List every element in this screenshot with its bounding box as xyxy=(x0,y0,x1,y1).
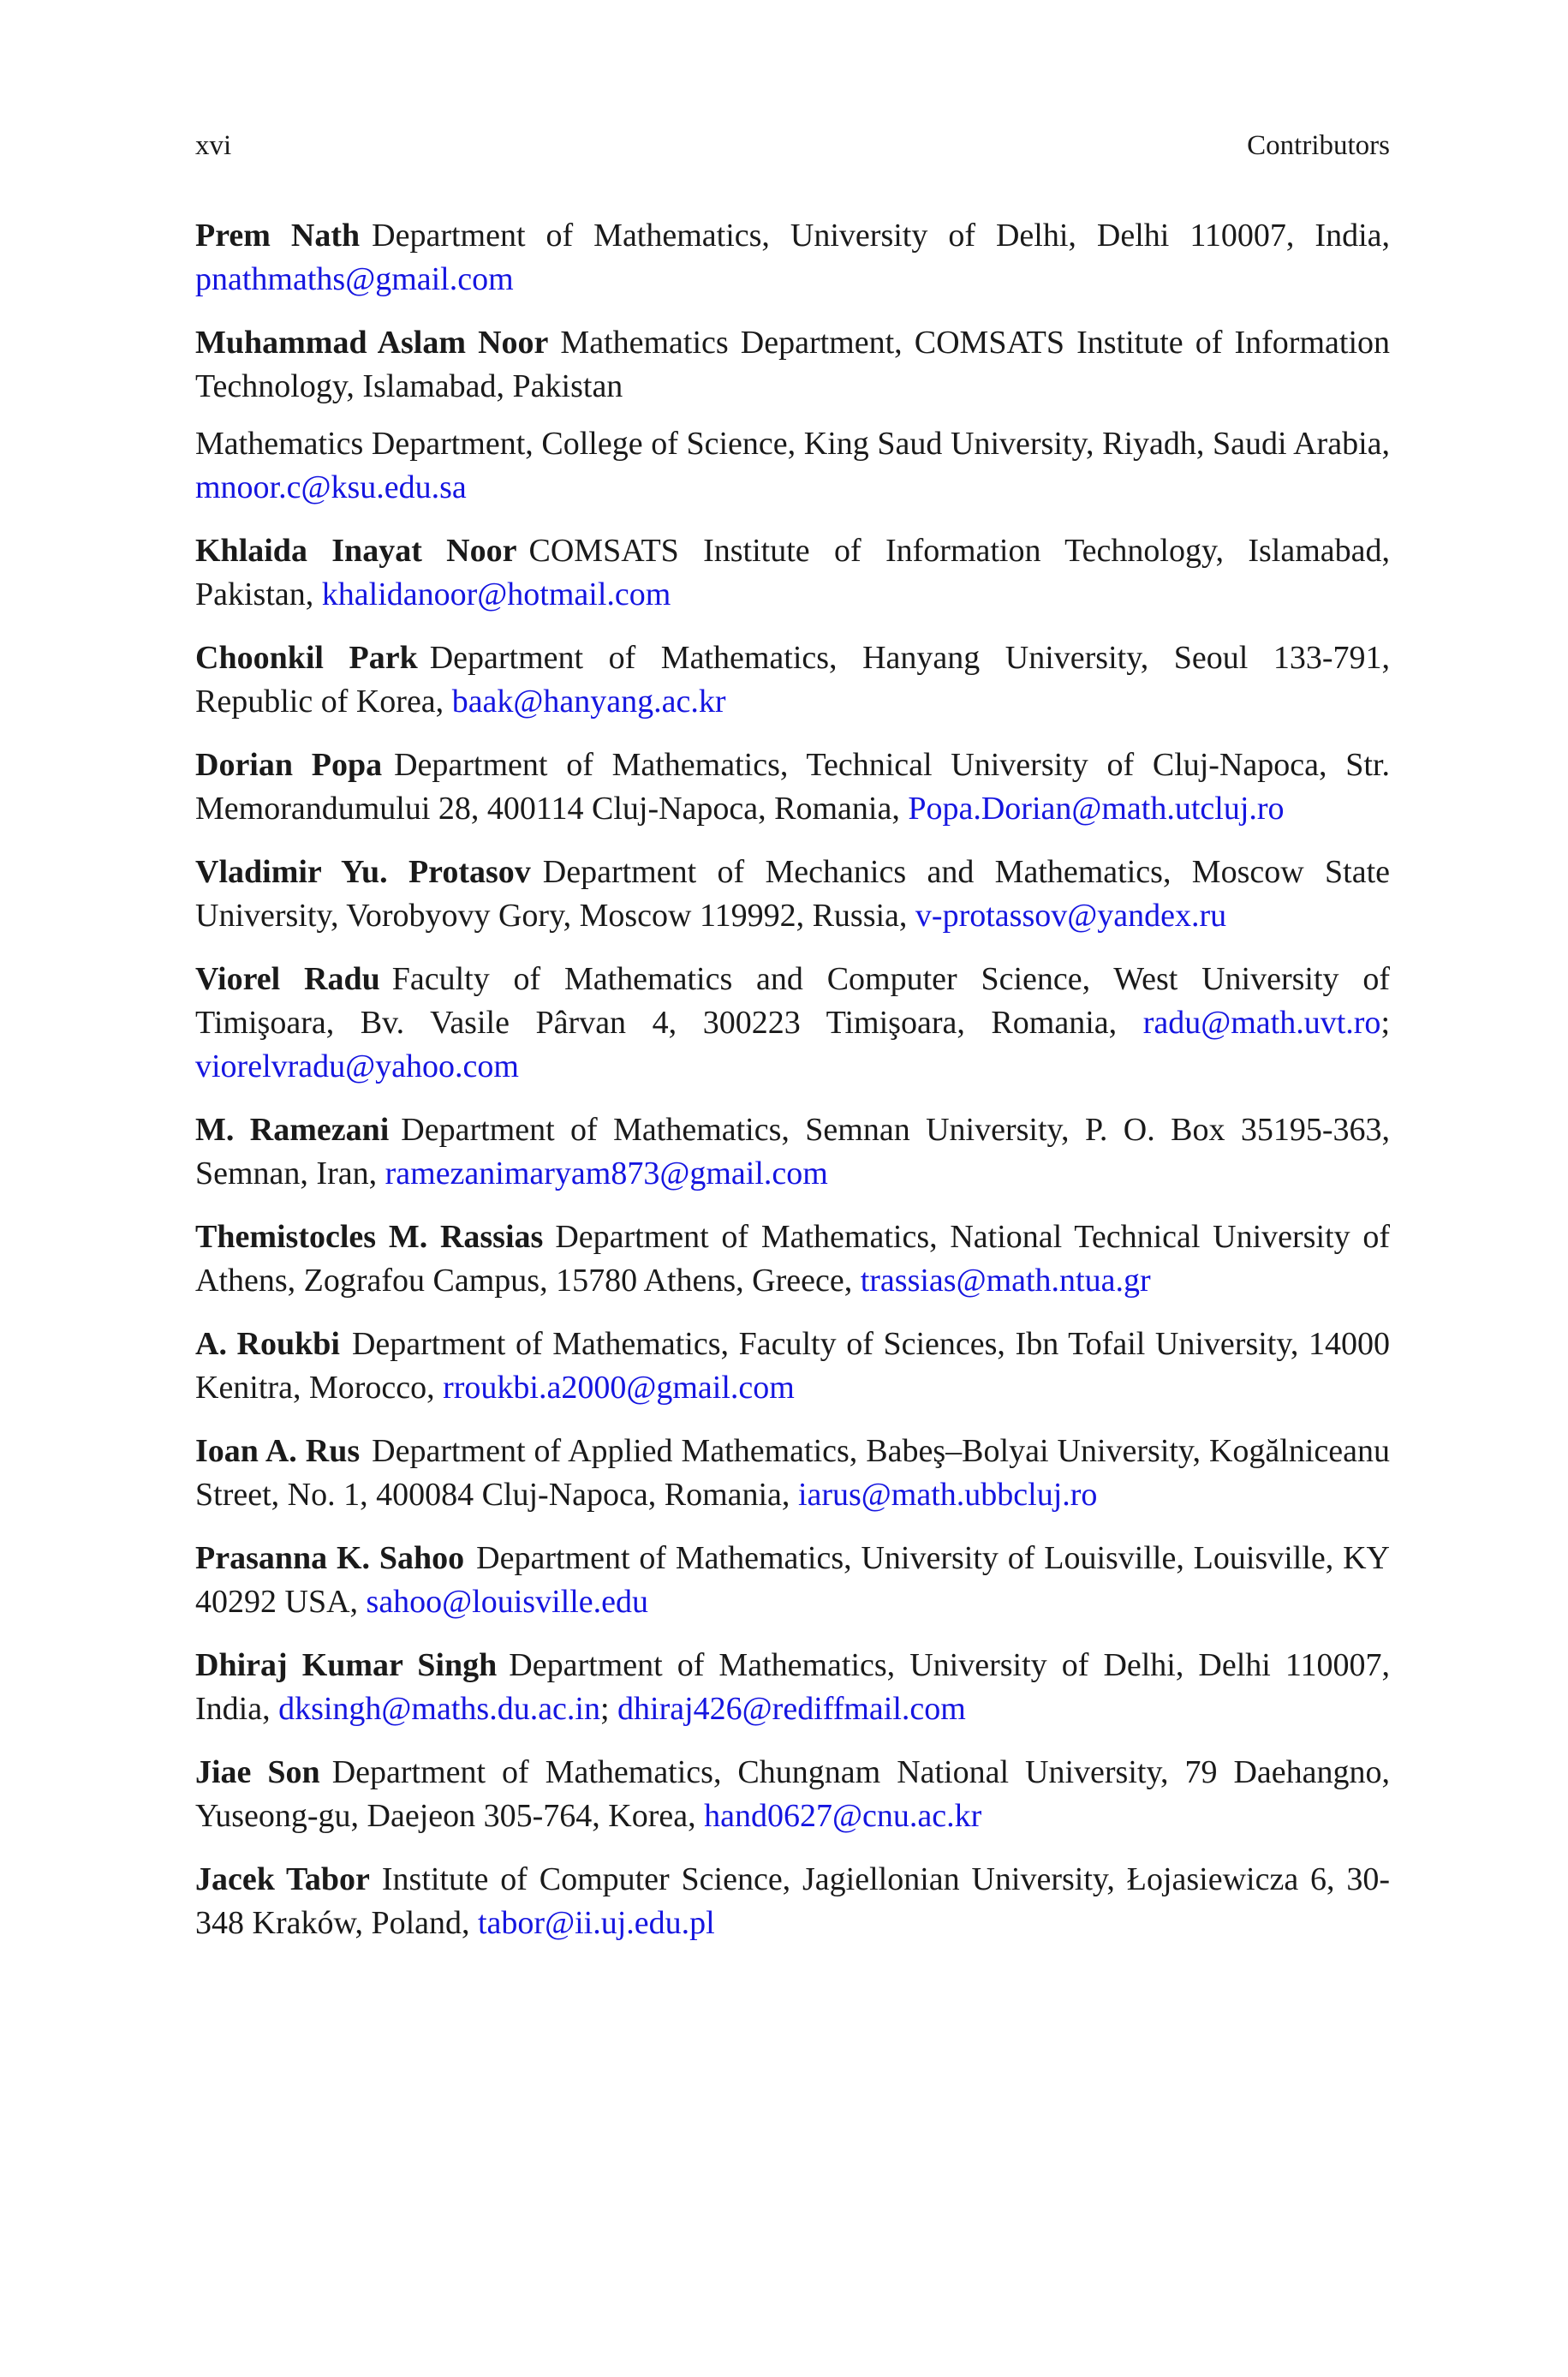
affiliation-text: Faculty of Mathematics and Computer Science, West University of Timişoara, Bv. Vasile Pârvan 4, 300223 Timişoara, Romania, xyxy=(195,961,1391,1041)
affiliation-text: Department of Mathematics, National Technical University of Athens, Zografou Campus, 15780 Athens, Greece, xyxy=(195,1219,1390,1299)
running-head xyxy=(195,127,1390,164)
email-link[interactable]: dhiraj426@rediffmail.com xyxy=(617,1691,966,1727)
affiliation-text: Department of Mathematics, University of Delhi, Delhi 110007, India, xyxy=(372,218,1390,254)
affiliation-paragraph xyxy=(195,321,1390,409)
contributor-name: M. Ramezani xyxy=(195,1112,390,1148)
contributor-entry xyxy=(195,1108,1390,1196)
contributor-name: A. Roukbi xyxy=(195,1326,340,1362)
affiliation-text: Mathematics Department, COMSATS Institute of Information Technology, Islamabad, Pakistan xyxy=(195,325,1391,404)
affiliation-paragraph xyxy=(195,958,1390,1089)
contributor-name: Khlaida Inayat Noor xyxy=(195,533,517,569)
email-link[interactable]: v-protassov@yandex.ru xyxy=(915,898,1227,934)
section-title: Contributors xyxy=(1247,130,1390,161)
affiliation-paragraph xyxy=(195,1430,1390,1517)
page-number: xvi xyxy=(195,130,232,161)
contributor-name: Jiae Son xyxy=(195,1754,320,1790)
affiliation-paragraph xyxy=(195,1108,1390,1196)
contributor-list xyxy=(195,214,1390,1965)
email-separator: ; xyxy=(1380,1005,1390,1041)
email-link[interactable]: radu@math.uvt.ro xyxy=(1142,1005,1381,1041)
affiliation-text: Department of Mathematics, Chungnam National University, 79 Daehangno, Yuseong-gu, Daejeon 305-764, Korea, xyxy=(195,1754,1390,1834)
contributor-name: Jacek Tabor xyxy=(195,1861,370,1897)
contributor-name: Prem Nath xyxy=(195,218,361,254)
contributor-name: Prasanna K. Sahoo xyxy=(195,1540,465,1576)
email-link[interactable]: mnoor.c@ksu.edu.sa xyxy=(195,469,467,505)
contributor-name: Ioan A. Rus xyxy=(195,1433,361,1469)
contributor-entry xyxy=(195,1858,1390,1945)
affiliation-text: Department of Mathematics, Semnan University, P. O. Box 35195-363, Semnan, Iran, xyxy=(195,1112,1391,1191)
contributor-entry xyxy=(195,529,1390,617)
contributor-entry xyxy=(195,851,1390,938)
affiliation-text: Department of Mathematics, Hanyang University, Seoul 133-791, Republic of Korea, xyxy=(195,640,1391,720)
affiliation-text: Department of Applied Mathematics, Babeş–Bolyai University, Kogălniceanu Street, No. 1, 400084 Cluj-Napoca, Romania, xyxy=(195,1433,1390,1513)
affiliation-paragraph xyxy=(195,214,1390,302)
affiliation-paragraph xyxy=(195,1751,1390,1838)
contributor-entry xyxy=(195,636,1390,724)
affiliation-paragraph xyxy=(195,1323,1390,1410)
affiliation-text: Department of Mechanics and Mathematics, Moscow State University, Vorobyovy Gory, Moscow 119992, Russia, xyxy=(195,854,1390,934)
email-link[interactable]: ramezanimaryam873@gmail.com xyxy=(385,1156,828,1191)
email-link[interactable]: pnathmaths@gmail.com xyxy=(195,261,514,297)
affiliation-paragraph xyxy=(195,422,1390,510)
contributor-name: Themistocles M. Rassias xyxy=(195,1219,544,1255)
contributor-name: Vladimir Yu. Protasov xyxy=(195,854,531,890)
email-separator: ; xyxy=(599,1691,618,1727)
contributor-entry xyxy=(195,958,1390,1089)
email-link[interactable]: sahoo@louisville.edu xyxy=(366,1584,648,1620)
affiliation-text: Department of Mathematics, Faculty of Sciences, Ibn Tofail University, 14000 Kenitra, Morocco, xyxy=(195,1326,1391,1406)
email-link[interactable]: iarus@math.ubbcluj.ro xyxy=(797,1477,1098,1513)
affiliation-paragraph xyxy=(195,636,1390,724)
contributor-entry xyxy=(195,214,1390,302)
email-link[interactable]: baak@hanyang.ac.kr xyxy=(451,684,726,720)
affiliation-paragraph xyxy=(195,529,1390,617)
affiliation-paragraph xyxy=(195,744,1390,831)
contributor-entry xyxy=(195,321,1390,510)
contributor-name: Dorian Popa xyxy=(195,747,383,783)
affiliation-text: Mathematics Department, College of Science, King Saud University, Riyadh, Saudi Arabia, xyxy=(195,426,1390,462)
email-link[interactable]: rroukbi.a2000@gmail.com xyxy=(443,1370,795,1406)
affiliation-paragraph xyxy=(195,851,1390,938)
email-link[interactable]: Popa.Dorian@math.utcluj.ro xyxy=(908,791,1285,827)
affiliation-paragraph xyxy=(195,1537,1390,1624)
contributor-entry xyxy=(195,1751,1390,1838)
contributor-entry xyxy=(195,744,1390,831)
contributor-entry xyxy=(195,1323,1390,1410)
email-link[interactable]: tabor@ii.uj.edu.pl xyxy=(478,1905,715,1941)
affiliation-text: Institute of Computer Science, Jagiellonian University, Łojasiewicza 6, 30-348 Kraków, Poland, xyxy=(195,1861,1390,1941)
email-link[interactable]: khalidanoor@hotmail.com xyxy=(321,576,671,612)
contributor-entry xyxy=(195,1215,1390,1303)
affiliation-paragraph xyxy=(195,1858,1390,1945)
contributor-name: Muhammad Aslam Noor xyxy=(195,325,549,361)
affiliation-paragraph xyxy=(195,1215,1390,1303)
contributor-name: Choonkil Park xyxy=(195,640,418,676)
affiliation-text: Department of Mathematics, Technical University of Cluj-Napoca, Str. Memorandumului 28, 400114 Cluj-Napoca, Romania, xyxy=(195,747,1390,827)
contributor-entry xyxy=(195,1430,1390,1517)
contributor-entry xyxy=(195,1537,1390,1624)
affiliation-text: COMSATS Institute of Information Technology, Islamabad, Pakistan, xyxy=(195,533,1390,612)
contributor-name: Viorel Radu xyxy=(195,961,380,997)
email-link[interactable]: trassias@math.ntua.gr xyxy=(860,1263,1151,1299)
email-link[interactable]: dksingh@maths.du.ac.in xyxy=(278,1691,600,1727)
email-link[interactable]: viorelvradu@yahoo.com xyxy=(195,1048,519,1084)
affiliation-text: Department of Mathematics, University of Delhi, Delhi 110007, India, xyxy=(195,1647,1391,1727)
contributor-name: Dhiraj Kumar Singh xyxy=(195,1647,498,1683)
affiliation-paragraph xyxy=(195,1644,1390,1731)
affiliation-text: Department of Mathematics, University of Louisville, Louisville, KY 40292 USA, xyxy=(195,1540,1391,1620)
contributor-entry xyxy=(195,1644,1390,1731)
email-link[interactable]: hand0627@cnu.ac.kr xyxy=(704,1798,982,1834)
